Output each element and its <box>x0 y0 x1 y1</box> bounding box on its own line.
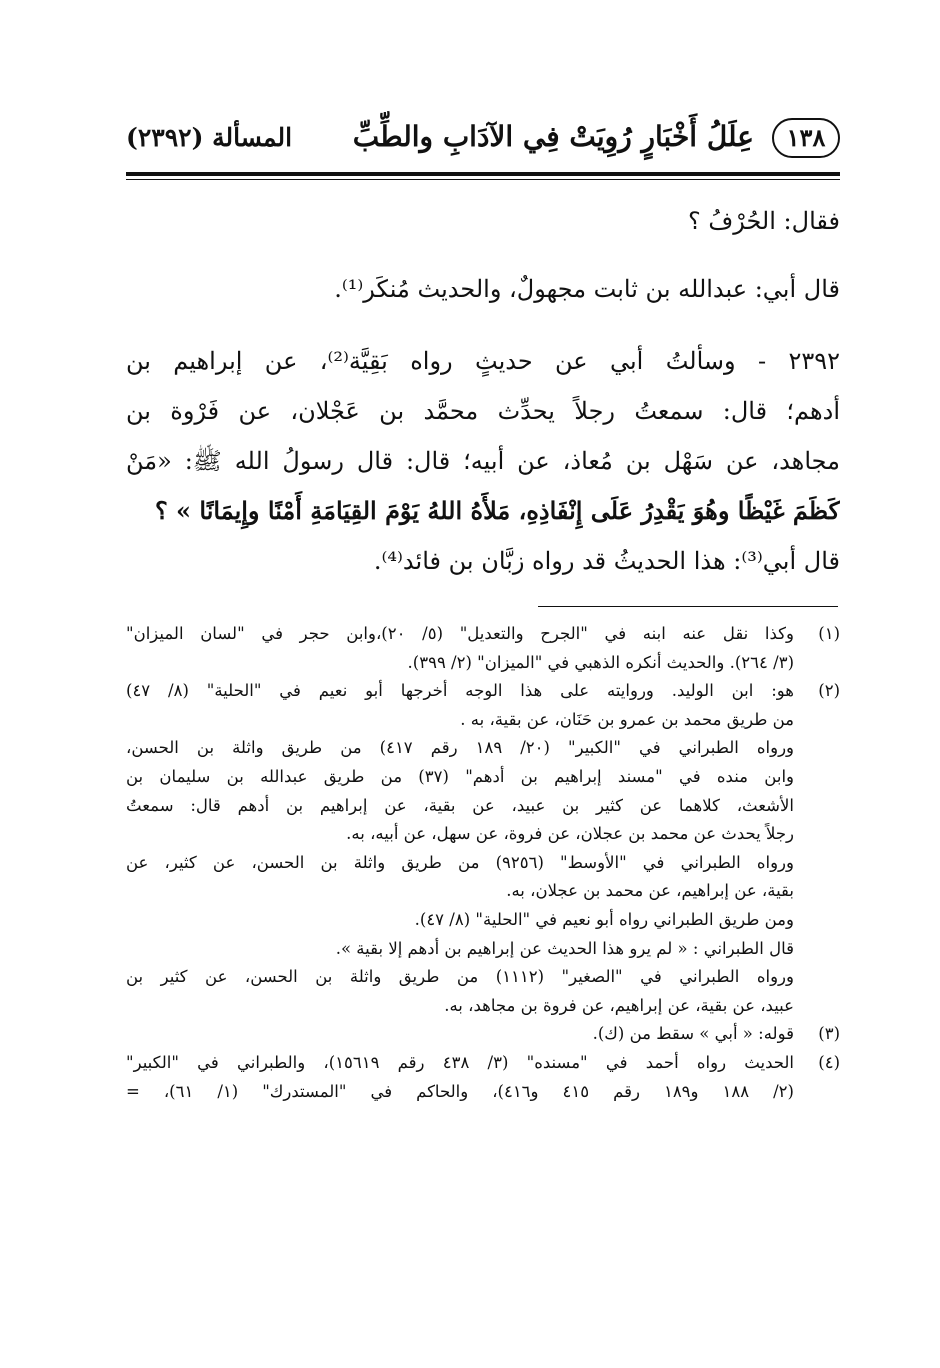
footnote-text: من طريق محمد بن عمرو بن حَنَان، عن بقية، به . <box>460 709 794 729</box>
hadith-text-line: كَظَمَ غَيْظًا وهُوَ يَقْدِرُ عَلَى إِنْفَاذِهِ، مَلأَهُ اللهُ يَوْمَ القِيَامَةِ أَمْنًا وإِيمَانًا » ؟ <box>154 496 840 525</box>
footnote-line <box>126 763 840 792</box>
footnote-text: وابن منده في "مسند إبراهيم بن أدهم" (٣٧) من طريق عبدالله بن سليمان بن <box>126 766 794 786</box>
text-line: ٢٣٩٢ - وسألتُ أبي عن حديثٍ رواه بَقِيَّة⁽²⁾، عن إبراهيم بن <box>126 347 840 375</box>
footnote-line <box>126 649 840 678</box>
footnote-text: عبيد، عن بقية، عن إبراهيم، عن فروة بن مجاهد، به. <box>444 995 794 1015</box>
running-title: عِلَلُ أَخْبَارٍ رُوِيَتْ فِي الآدَابِ والطِّبِّ <box>352 120 754 153</box>
footnote-text: بقية، عن إبراهيم، عن محمد بن عجلان، به. <box>506 881 794 901</box>
footnote-text: ورواه الطبراني في "الأوسط" (٩٢٥٦) من طريق واثلة بن الحسن، عن كثير، عن <box>126 852 794 872</box>
footnote-number: (٢) <box>818 681 840 701</box>
footnote-text: ورواه الطبراني في "الكبير" (٢٠/ ١٨٩ رقم ٤١٧) من طريق واثلة بن الحسن، <box>126 738 795 758</box>
footnote-line <box>126 1078 840 1107</box>
footnote-text: رجلاً يحدث عن محمد بن عجلان، عن فروة، عن سهل، عن أبيه، به. <box>346 824 794 844</box>
footnote-line <box>126 734 840 763</box>
footnote-text: الحديث رواه أحمد في "مسنده" (٣/ ٤٣٨ رقم ١٥٦١٩)، والطبراني في "الكبير" <box>126 1052 794 1072</box>
text-line: قال أبي⁽³⁾: هذا الحديثُ قد رواه زبَّان بن فائد⁽⁴⁾. <box>373 547 840 575</box>
footnote-line <box>126 620 840 649</box>
text-line: فقال: الحُرْفُ ؟ <box>687 207 840 235</box>
text-line: مجاهد، عن سَهْل بن مُعاذ، عن أبيه؛ قال: قال رسولُ الله ﷺ: «مَنْ <box>126 447 840 475</box>
footnote-line <box>126 877 840 906</box>
footnote-text: (٢/ ١٨٨ و١٨٩ رقم ٤١٥ و٤١٦)، والحاكم في "المستدرك" (١/ ٦١)، = <box>126 1081 794 1101</box>
footnote-text: قوله: « أبي » سقط من (ك). <box>592 1024 794 1044</box>
footnote-line <box>126 992 840 1021</box>
footnote-number: (٤) <box>818 1052 840 1072</box>
issue-label: المسألة (٢٣٩٢) <box>126 123 293 152</box>
footnotes <box>126 620 840 1106</box>
footnote-line <box>126 849 840 878</box>
text-line: أدهم؛ قال: سمعتُ رجلاً يحدِّث محمَّد بن عَجْلان، عن فَرْوة بن <box>126 397 840 425</box>
footnote-line <box>126 1020 840 1049</box>
page-number: ١٣٨ <box>772 118 840 158</box>
footnote-line <box>126 820 840 849</box>
footnote-rule <box>538 606 838 607</box>
header-rule-thin <box>126 179 840 180</box>
footnote-text: ومن طريق الطبراني رواه أبو نعيم في "الحلية" (٨/ ٤٧). <box>414 909 794 929</box>
footnote-text: قال الطبراني : « لم يرو هذا الحديث عن إبراهيم بن أدهم إلا بقية ». <box>335 938 794 958</box>
footnote-line <box>126 677 840 706</box>
footnote-text: (٣/ ٢٦٤). والحديث أنكره الذهبي في "الميزان" (٢/ ٣٩٩). <box>407 652 794 672</box>
footnote-line <box>126 792 840 821</box>
footnote-line <box>126 935 840 964</box>
footnote-text: وكذا نقل عنه ابنه في "الجرح والتعديل" (٥/ ٢٠)،وابن حجر في "لسان الميزان" <box>126 624 794 643</box>
footnote-text: ورواه الطبراني في "الصغير" (١١١٢) من طريق واثلة بن الحسن، عن كثير بن <box>126 967 794 987</box>
footnote-number: (١) <box>818 624 840 643</box>
text-line: قال أبي: عبدالله بن ثابت مجهولٌ، والحديث مُنكَر⁽¹⁾. <box>334 275 840 303</box>
footnote-line <box>126 906 840 935</box>
footnote-text: الأشعث، كلاهما عن كثير بن عبيد، عن بقية، عن إبراهيم بن أدهم قال: سمعتُ <box>126 795 794 815</box>
page-header <box>126 112 840 164</box>
main-text <box>126 196 840 586</box>
footnote-line <box>126 963 840 992</box>
footnote-line <box>126 1049 840 1078</box>
footnote-text: هو: ابن الوليد. وروايته على هذا الوجه أخرجها أبو نعيم في "الحلية" (٨/ ٤٧) <box>126 681 794 701</box>
header-rule-thick <box>126 172 840 176</box>
footnote-line <box>126 706 840 735</box>
footnote-number: (٣) <box>818 1024 840 1044</box>
